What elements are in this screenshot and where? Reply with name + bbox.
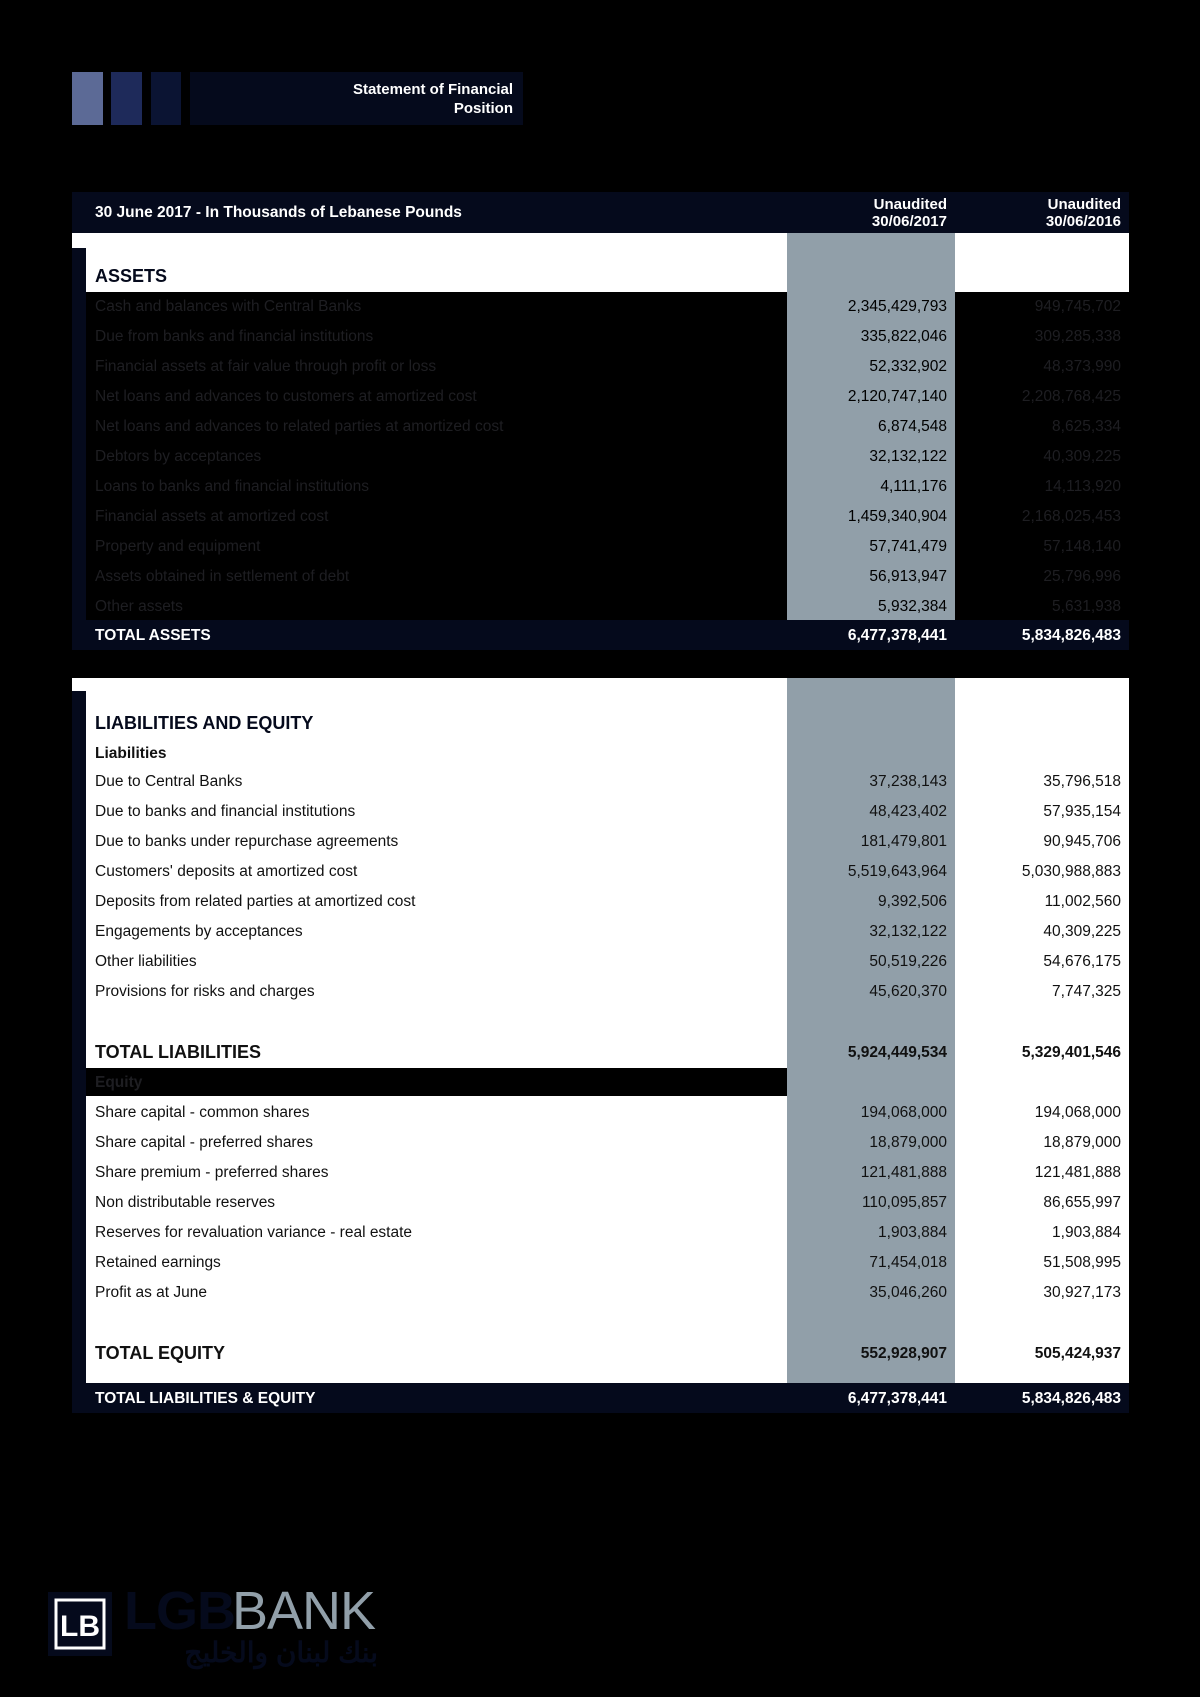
- liabilities-equity-section: [72, 678, 1129, 1383]
- table-row: [72, 1188, 1129, 1218]
- assets-title: ASSETS: [95, 266, 168, 286]
- row-value-2017: 335,822,046: [860, 328, 947, 345]
- document-title-line1: Statement of Financial: [352, 81, 513, 98]
- total-liabilities-2017: 5,924,449,534: [847, 1044, 947, 1061]
- table-row: [72, 1158, 1129, 1188]
- row-value-2016: 90,945,706: [1043, 833, 1121, 850]
- row-label: Other liabilities: [95, 953, 197, 970]
- row-value-2016: 194,068,000: [1034, 1104, 1121, 1121]
- table-row: [72, 1098, 1129, 1128]
- row-value-2017: 9,392,506: [878, 893, 947, 910]
- row-value-2017: 48,423,402: [869, 803, 947, 820]
- row-label: Engagements by acceptances: [95, 923, 303, 940]
- table-row: [72, 887, 1129, 917]
- row-value-2016: 8,625,334: [1052, 418, 1121, 435]
- table-row: [72, 502, 1129, 532]
- table-row: [72, 1128, 1129, 1158]
- bank-logo-icon: [48, 1592, 112, 1656]
- row-label: Net loans and advances to related parties at amortized cost: [95, 418, 504, 435]
- row-label: Debtors by acceptances: [95, 448, 262, 465]
- table-row: [72, 532, 1129, 562]
- total-equity-label: TOTAL EQUITY: [95, 1343, 226, 1363]
- row-label: Property and equipment: [95, 538, 261, 555]
- row-value-2017: 1,903,884: [878, 1224, 947, 1241]
- row-value-2017: 37,238,143: [869, 773, 947, 790]
- row-label: Share premium - preferred shares: [95, 1164, 329, 1181]
- row-value-2017: 121,481,888: [860, 1164, 947, 1181]
- row-value-2016: 14,113,920: [1044, 478, 1121, 495]
- row-label: Share capital - common shares: [95, 1104, 310, 1121]
- row-value-2017: 194,068,000: [860, 1104, 947, 1121]
- row-label: Customers' deposits at amortized cost: [95, 863, 358, 880]
- row-label: Other assets: [95, 598, 183, 615]
- table-row: [72, 382, 1129, 412]
- row-label: Deposits from related parties at amortized cost: [95, 893, 416, 910]
- table-row: [72, 472, 1129, 502]
- table-row: [72, 917, 1129, 947]
- total-liabilities-2016: 5,329,401,546: [1021, 1044, 1121, 1061]
- document-title: [190, 72, 523, 125]
- row-value-2017: 18,879,000: [869, 1134, 947, 1151]
- row-label: Reserves for revaluation variance - real estate: [95, 1224, 413, 1241]
- row-value-2017: 32,132,122: [869, 923, 947, 940]
- row-value-2016: 57,935,154: [1043, 803, 1121, 820]
- table-row: [72, 1278, 1129, 1308]
- row-value-2016: 48,373,990: [1043, 358, 1121, 375]
- row-label: Net loans and advances to customers at amortized cost: [95, 388, 477, 405]
- row-value-2016: 86,655,997: [1043, 1194, 1121, 1211]
- table-row: [72, 1218, 1129, 1248]
- total-assets-2016: 5,834,826,483: [1021, 627, 1121, 644]
- row-value-2017: 1,459,340,904: [847, 508, 947, 525]
- row-value-2016: 40,309,225: [1043, 448, 1121, 465]
- row-label: Share capital - preferred shares: [95, 1134, 313, 1151]
- table-row: [72, 562, 1129, 592]
- bank-logo-arabic: بنك لبنان والخليج: [184, 1637, 378, 1668]
- row-value-2017: 4,111,176: [880, 478, 947, 495]
- header-tile-dark: [151, 72, 181, 125]
- row-value-2017: 56,913,947: [869, 568, 947, 585]
- row-value-2016: 309,285,338: [1034, 328, 1121, 345]
- row-label: Non distributable reserves: [95, 1194, 276, 1211]
- total-assets-label: TOTAL ASSETS: [95, 627, 211, 644]
- row-value-2016: 57,148,140: [1043, 538, 1121, 555]
- row-value-2016: 54,676,175: [1043, 953, 1121, 970]
- total-liabilities-row: [72, 1037, 1129, 1067]
- row-label: Due from banks and financial institutions: [95, 328, 374, 345]
- row-label: Profit as at June: [95, 1284, 208, 1301]
- row-value-2016: 2,208,768,425: [1021, 388, 1121, 405]
- total-liabilities-equity-2016: 5,834,826,483: [1021, 1390, 1121, 1407]
- total-equity-row: [72, 1338, 1129, 1368]
- row-value-2017: 6,874,548: [878, 418, 947, 435]
- table-row: [72, 412, 1129, 442]
- row-value-2017: 57,741,479: [869, 538, 947, 555]
- table-row: [72, 322, 1129, 352]
- row-value-2017: 50,519,226: [869, 953, 947, 970]
- total-liabilities-equity-2017: 6,477,378,441: [847, 1390, 947, 1407]
- column-header-2016: [1046, 196, 1121, 230]
- table-row: [72, 767, 1129, 797]
- row-value-2017: 5,519,643,964: [847, 863, 947, 880]
- bank-logo-mark: [48, 1592, 112, 1656]
- table-row: [72, 352, 1129, 382]
- row-value-2016: 949,745,702: [1034, 298, 1121, 315]
- row-value-2016: 121,481,888: [1034, 1164, 1121, 1181]
- table-row: [72, 857, 1129, 887]
- table-row: [72, 442, 1129, 472]
- bank-logo-mark-text: LB: [60, 1610, 100, 1643]
- document-title-line2: Position: [453, 100, 513, 117]
- row-value-2016: 5,030,988,883: [1021, 863, 1121, 880]
- row-label: Retained earnings: [95, 1254, 221, 1271]
- row-value-2016: 18,879,000: [1043, 1134, 1121, 1151]
- row-value-2016: 5,631,938: [1052, 598, 1121, 615]
- total-equity-2016: 505,424,937: [1034, 1345, 1121, 1362]
- table-row: [72, 592, 1129, 622]
- header-tile-medium: [111, 72, 142, 125]
- table-row: [72, 827, 1129, 857]
- table-row: [72, 977, 1129, 1007]
- liabilities-equity-title: LIABILITIES AND EQUITY: [95, 713, 314, 733]
- equity-subtitle: Equity: [95, 1074, 143, 1091]
- row-label: Financial assets at fair value through profit or loss: [95, 358, 437, 375]
- column-header-2017: [872, 196, 947, 230]
- table-row: [72, 1248, 1129, 1278]
- assets-section: [72, 233, 1129, 620]
- row-value-2017: 110,095,857: [861, 1194, 947, 1211]
- row-label: Provisions for risks and charges: [95, 983, 315, 1000]
- row-label: Due to banks under repurchase agreements: [95, 833, 399, 850]
- header-tile-light: [72, 72, 103, 125]
- table-header: [72, 192, 1129, 233]
- row-value-2017: 2,120,747,140: [847, 388, 947, 405]
- total-liabilities-equity-label: TOTAL LIABILITIES & EQUITY: [95, 1390, 316, 1407]
- row-value-2017: 52,332,902: [869, 358, 947, 375]
- row-value-2016: 51,508,995: [1043, 1254, 1121, 1271]
- liabilities-subtitle: Liabilities: [95, 745, 167, 762]
- row-value-2016: 2,168,025,453: [1021, 508, 1121, 525]
- row-label: Cash and balances with Central Banks: [95, 298, 362, 315]
- table-header-label: 30 June 2017 - In Thousands of Lebanese Pounds: [95, 204, 462, 221]
- row-value-2017: 45,620,370: [869, 983, 947, 1000]
- row-value-2016: 40,309,225: [1043, 923, 1121, 940]
- total-assets-2017: 6,477,378,441: [847, 627, 947, 644]
- row-label: Due to banks and financial institutions: [95, 803, 356, 820]
- table-row: [72, 797, 1129, 827]
- row-value-2016: 35,796,518: [1043, 773, 1121, 790]
- column-header-2017-line2: 30/06/2017: [871, 213, 947, 230]
- equity-dark-band: [86, 1068, 787, 1096]
- column-header-2016-line2: 30/06/2016: [1045, 213, 1121, 230]
- column-header-2016-line1: Unaudited: [1047, 196, 1121, 213]
- row-value-2016: 25,796,996: [1043, 568, 1121, 585]
- table-row: [72, 292, 1129, 322]
- row-value-2017: 35,046,260: [869, 1284, 947, 1301]
- row-value-2017: 5,932,384: [878, 598, 947, 615]
- row-value-2016: 11,002,560: [1044, 893, 1121, 910]
- row-label: Assets obtained in settlement of debt: [95, 568, 350, 585]
- total-liabilities-equity-row: [72, 1383, 1129, 1413]
- total-assets-row: [72, 620, 1129, 650]
- row-value-2017: 32,132,122: [869, 448, 947, 465]
- total-liabilities-label: TOTAL LIABILITIES: [95, 1042, 261, 1062]
- row-value-2017: 2,345,429,793: [847, 298, 947, 315]
- row-label: Due to Central Banks: [95, 773, 243, 790]
- column-header-2017-line1: Unaudited: [873, 196, 947, 213]
- row-value-2017: 181,479,801: [860, 833, 947, 850]
- row-value-2016: 7,747,325: [1052, 983, 1121, 1000]
- row-label: Loans to banks and financial institutions: [95, 478, 370, 495]
- bank-logo-bank: BANK: [232, 1581, 376, 1641]
- bank-logo-lgb: LGB: [124, 1581, 235, 1641]
- total-equity-2017: 552,928,907: [860, 1345, 947, 1362]
- row-label: Financial assets at amortized cost: [95, 508, 329, 525]
- row-value-2016: 30,927,173: [1043, 1284, 1121, 1301]
- table-row: [72, 947, 1129, 977]
- row-value-2017: 71,454,018: [869, 1254, 947, 1271]
- row-value-2016: 1,903,884: [1052, 1224, 1121, 1241]
